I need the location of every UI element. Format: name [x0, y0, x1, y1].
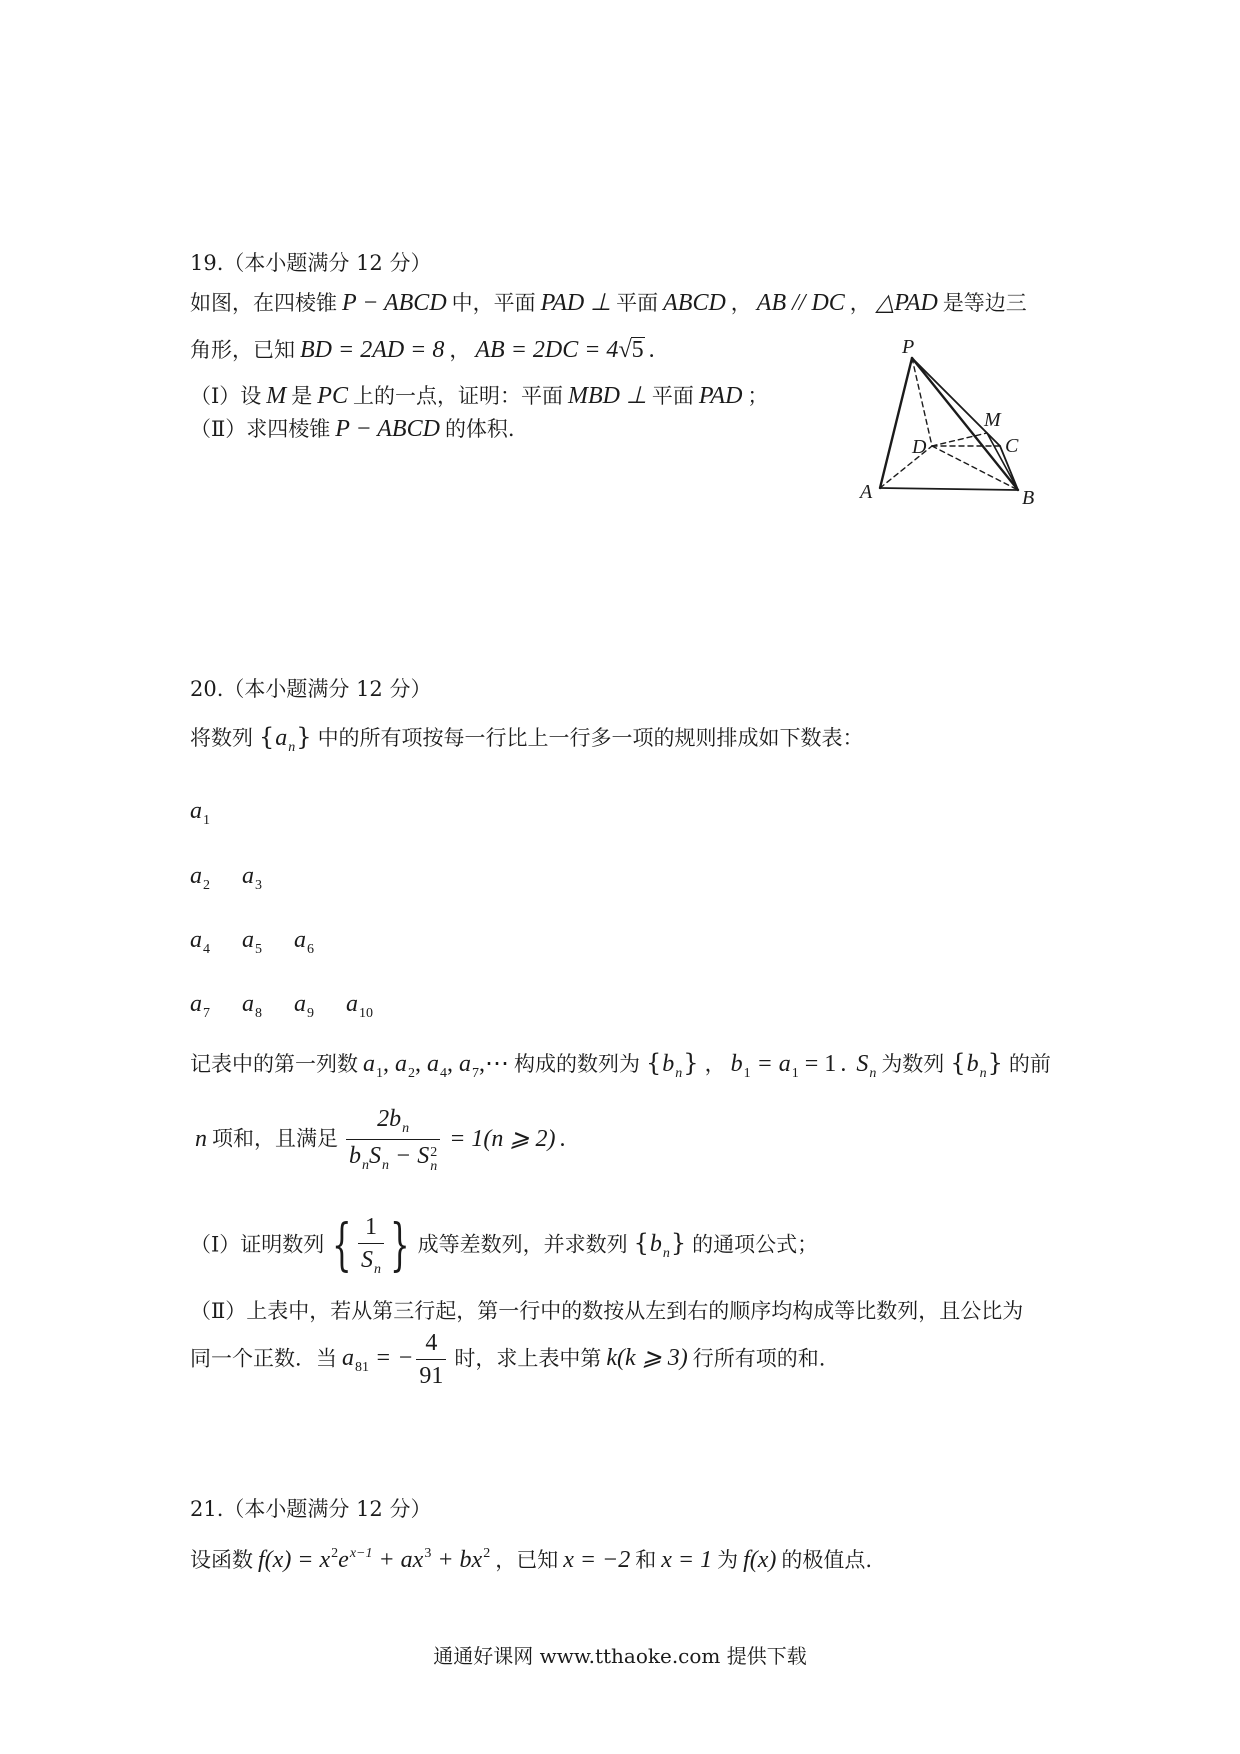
- vertex-label-c: C: [1005, 435, 1019, 457]
- text-run: 同一个正数．当: [190, 1346, 337, 1371]
- subscript: 5: [255, 942, 262, 957]
- subscript: 81: [355, 1360, 369, 1376]
- subscript: n: [869, 1066, 877, 1081]
- fraction-denominator: 91: [419, 1363, 444, 1390]
- math-group: [856, 1051, 877, 1081]
- problem-20-line-3: [190, 1048, 1051, 1083]
- text-run: 和: [635, 1548, 657, 1572]
- problem-20-part-1: [190, 1214, 818, 1278]
- table-cell: [242, 989, 294, 1023]
- math-expr: + ax: [372, 1547, 424, 1573]
- problem-20-header: 20.（本小题满分 12 分）: [190, 677, 432, 701]
- subscript: n: [430, 1159, 438, 1175]
- math-expr: n: [195, 1125, 207, 1152]
- fraction-numerator: 4: [416, 1330, 446, 1360]
- problem-20-part-2-line-2: [190, 1330, 825, 1390]
- math-expr: a: [190, 863, 202, 889]
- brace: }: [296, 723, 312, 751]
- math-group: [475, 338, 654, 362]
- text-run: 中，平面: [451, 291, 536, 315]
- brace: {: [259, 723, 275, 751]
- text-run: 如图，在四棱锥: [190, 291, 337, 315]
- brace: }: [987, 1049, 1003, 1077]
- math-expr: f(x): [743, 1547, 777, 1573]
- math-expr: a: [190, 927, 202, 953]
- math-expr: = 1: [798, 1051, 837, 1077]
- math-group: [363, 1051, 509, 1081]
- text-run: ，: [449, 338, 471, 362]
- math-group: [258, 1548, 490, 1572]
- brace: {: [950, 1049, 966, 1077]
- pyramid-figure: [850, 338, 1050, 518]
- text-run: ，已知: [495, 1548, 559, 1572]
- math-expr: AB = 2DC = 4: [475, 337, 619, 363]
- big-brace-right: }: [389, 1212, 410, 1278]
- text-run: 平面: [616, 291, 659, 315]
- text-run: ，: [849, 291, 871, 315]
- subscript: n: [979, 1066, 987, 1081]
- text-run: ，: [704, 1052, 726, 1076]
- text-run: （Ⅱ）求四棱锥: [190, 417, 331, 441]
- math-expr: MBD ⊥: [567, 383, 647, 409]
- math-expr: BD = 2AD = 8: [300, 337, 445, 363]
- math-expr: b: [966, 1051, 979, 1077]
- text-run: 上的一点，证明：平面: [352, 384, 563, 408]
- math-expr: a: [275, 725, 288, 751]
- superscript: 2: [483, 1546, 491, 1561]
- subscript: 4: [440, 1066, 447, 1081]
- math-group: [343, 1106, 566, 1175]
- math-expr: S: [369, 1143, 381, 1170]
- math-punct: ,⋯: [479, 1051, 509, 1077]
- text-run: 的前: [1008, 1052, 1051, 1076]
- math-expr: S: [856, 1051, 869, 1077]
- math-expr: a: [346, 991, 358, 1017]
- math-punct: ,: [383, 1051, 395, 1077]
- vertex-label-p: P: [902, 338, 915, 358]
- text-run: （Ⅰ）证明数列: [190, 1232, 325, 1257]
- math-expr: PAD: [698, 383, 743, 409]
- subscript: 3: [255, 878, 262, 893]
- problem-20-line-4: [190, 1106, 571, 1174]
- math-expr: + bx: [431, 1547, 483, 1573]
- vertex-label-b: B: [1022, 487, 1035, 509]
- fraction-denominator: [358, 1244, 384, 1277]
- math-expr: a: [242, 991, 254, 1017]
- text-run: 的体积.: [444, 417, 515, 441]
- table-cell: [190, 861, 242, 895]
- math-group: [645, 1049, 700, 1081]
- math-expr: PC: [317, 383, 348, 409]
- math-expr: a: [242, 863, 254, 889]
- math-expr: AB // DC: [756, 290, 845, 316]
- math-punct: ,: [415, 1051, 427, 1077]
- math-expr: a: [294, 927, 306, 953]
- math-expr: △PAD: [875, 290, 938, 316]
- math-expr: = a: [750, 1051, 791, 1077]
- text-run: 的通项公式；: [692, 1232, 819, 1257]
- fraction: [416, 1330, 446, 1390]
- subscript: n: [402, 1121, 410, 1136]
- subscript: n: [373, 1262, 381, 1278]
- text-run: 将数列: [190, 726, 253, 750]
- math-expr: M: [266, 383, 287, 409]
- math-group: [258, 723, 313, 755]
- text-run: ；: [747, 384, 769, 408]
- math-expr: b: [649, 1231, 662, 1258]
- math-expr: a: [395, 1051, 407, 1077]
- subscript: 7: [203, 1006, 210, 1021]
- math-expr: e: [338, 1547, 349, 1573]
- fraction: [358, 1214, 384, 1278]
- subscript: 1: [743, 1066, 751, 1081]
- math-expr: a: [190, 798, 202, 824]
- problem-19-line-1: [190, 288, 1027, 319]
- vertex-label-m: M: [984, 409, 1001, 431]
- big-brace-left: {: [332, 1212, 352, 1278]
- vertex-label-a: A: [860, 481, 873, 503]
- math-group: [329, 1212, 412, 1278]
- radicand: 5: [631, 337, 644, 363]
- fraction-denominator: [346, 1140, 440, 1174]
- math-expr: x = −2: [563, 1547, 631, 1573]
- math-expr: ABCD: [663, 290, 726, 316]
- math-punct: .: [559, 1125, 566, 1152]
- math-expr: − S: [389, 1143, 430, 1170]
- edge-pa: [880, 358, 912, 488]
- text-run: 记表中的第一列数: [190, 1052, 358, 1076]
- text-run: 中的所有项按每一行比上一行多一项的规则排成如下数表：: [317, 726, 864, 750]
- subscript: n: [662, 1246, 670, 1262]
- table-row: [190, 925, 346, 959]
- superscript: 3: [424, 1546, 432, 1561]
- subscript: 4: [203, 942, 210, 957]
- problem-21-header: 21.（本小题满分 12 分）: [190, 1497, 432, 1521]
- problem-19-part-1: [190, 381, 768, 412]
- subscript: n: [362, 1158, 369, 1174]
- subscript: 7: [472, 1066, 479, 1081]
- math-group: [342, 1330, 449, 1390]
- text-run: 项和，且满足: [212, 1126, 338, 1151]
- math-expr: a: [363, 1051, 375, 1077]
- text-run: 的极值点.: [781, 1548, 873, 1572]
- math-expr: a: [459, 1051, 471, 1077]
- sqrt-sign: √: [618, 337, 632, 363]
- text-run: 是等边三: [942, 291, 1027, 315]
- math-expr: S: [360, 1247, 373, 1274]
- math-expr: 2b: [377, 1106, 402, 1132]
- text-run: 行所有项的和.: [692, 1346, 826, 1371]
- math-expr: k(k ⩾ 3): [606, 1345, 688, 1372]
- text-run: ，: [730, 291, 752, 315]
- text-run: 时，求上表中第: [454, 1346, 602, 1371]
- math-expr: a: [242, 927, 254, 953]
- math-expr: x = 1: [661, 1547, 713, 1573]
- math-punct: .: [648, 337, 655, 363]
- table-cell: [190, 925, 242, 959]
- fraction-numerator: 1: [358, 1214, 384, 1244]
- math-expr: = 1(n ⩾ 2): [443, 1125, 556, 1152]
- text-run: （Ⅰ）设: [190, 384, 262, 408]
- subscript: n: [675, 1066, 683, 1081]
- text-run: 构成的数列为: [514, 1052, 640, 1076]
- problem-20-intro: [190, 722, 864, 757]
- brace: }: [683, 1049, 699, 1077]
- table-row: [190, 796, 242, 830]
- table-cell: [294, 925, 346, 959]
- subscript: 6: [307, 942, 314, 957]
- subscript: 2: [408, 1066, 415, 1081]
- text-run: 平面: [651, 384, 694, 408]
- superscript: 2: [331, 1546, 339, 1561]
- problem-19-line-2: [190, 335, 660, 366]
- math-expr: b: [349, 1143, 361, 1170]
- math-expr: b: [730, 1051, 743, 1077]
- table-row: [190, 989, 398, 1023]
- subscript: 10: [359, 1006, 373, 1021]
- problem-21-line-1: [190, 1545, 872, 1576]
- text-run: 为数列: [881, 1052, 945, 1076]
- text-run: 角形，已知: [190, 338, 295, 362]
- problem-20-part-2-line-1: （Ⅱ）上表中，若从第三行起，第一行中的数按从左到右的顺序均构成等比数列，且公比为: [190, 1299, 1024, 1323]
- sub-superscript-stack: [430, 1146, 437, 1174]
- math-expr: = −: [369, 1345, 414, 1372]
- fraction-numerator: [346, 1106, 440, 1140]
- table-cell: [294, 989, 346, 1023]
- text-run: 为: [717, 1548, 739, 1572]
- page-footer: 通通好课网 www.tthaoke.com 提供下载: [433, 1644, 807, 1668]
- math-punct: .: [840, 1051, 847, 1077]
- fraction: [346, 1106, 440, 1174]
- subscript: n: [288, 740, 296, 755]
- math-expr: P − ABCD: [342, 290, 447, 316]
- subscript: 1: [791, 1066, 799, 1081]
- edge-pb: [912, 358, 1018, 490]
- superscript: 2: [430, 1145, 438, 1161]
- table-cell: [190, 796, 242, 830]
- table-cell: [242, 925, 294, 959]
- math-expr: a: [294, 991, 306, 1017]
- subscript: 8: [255, 1006, 262, 1021]
- table-cell: [242, 861, 294, 895]
- subscript: 9: [307, 1006, 314, 1021]
- math-group: [949, 1049, 1004, 1081]
- problem-19-header: 19.（本小题满分 12 分）: [190, 251, 432, 275]
- math-punct: ,: [447, 1051, 459, 1077]
- brace: }: [670, 1229, 687, 1258]
- problem-19-part-2: [190, 414, 515, 445]
- math-expr: f(x) = x: [258, 1547, 331, 1573]
- math-expr: P − ABCD: [335, 416, 440, 442]
- subscript: 1: [376, 1066, 383, 1081]
- subscript: n: [382, 1158, 389, 1174]
- table-cell: [190, 989, 242, 1023]
- edge-ab: [880, 488, 1018, 490]
- math-group: [633, 1229, 688, 1262]
- brace: {: [646, 1049, 662, 1077]
- math-expr: b: [662, 1051, 675, 1077]
- table-cell: [346, 989, 398, 1023]
- vertex-label-d: D: [912, 436, 927, 458]
- text-run: 成等差数列，并求数列: [417, 1232, 628, 1257]
- math-expr: a: [342, 1345, 354, 1372]
- math-expr: a: [427, 1051, 439, 1077]
- subscript: 1: [203, 813, 210, 828]
- superscript: x−1: [349, 1546, 373, 1561]
- text-run: 设函数: [190, 1548, 253, 1572]
- text-run: 是: [291, 384, 313, 408]
- math-expr: PAD ⊥: [540, 290, 612, 316]
- math-expr: a: [190, 991, 202, 1017]
- table-row: [190, 861, 294, 895]
- math-group: [730, 1051, 847, 1081]
- brace: {: [633, 1229, 649, 1258]
- subscript: 2: [203, 878, 210, 893]
